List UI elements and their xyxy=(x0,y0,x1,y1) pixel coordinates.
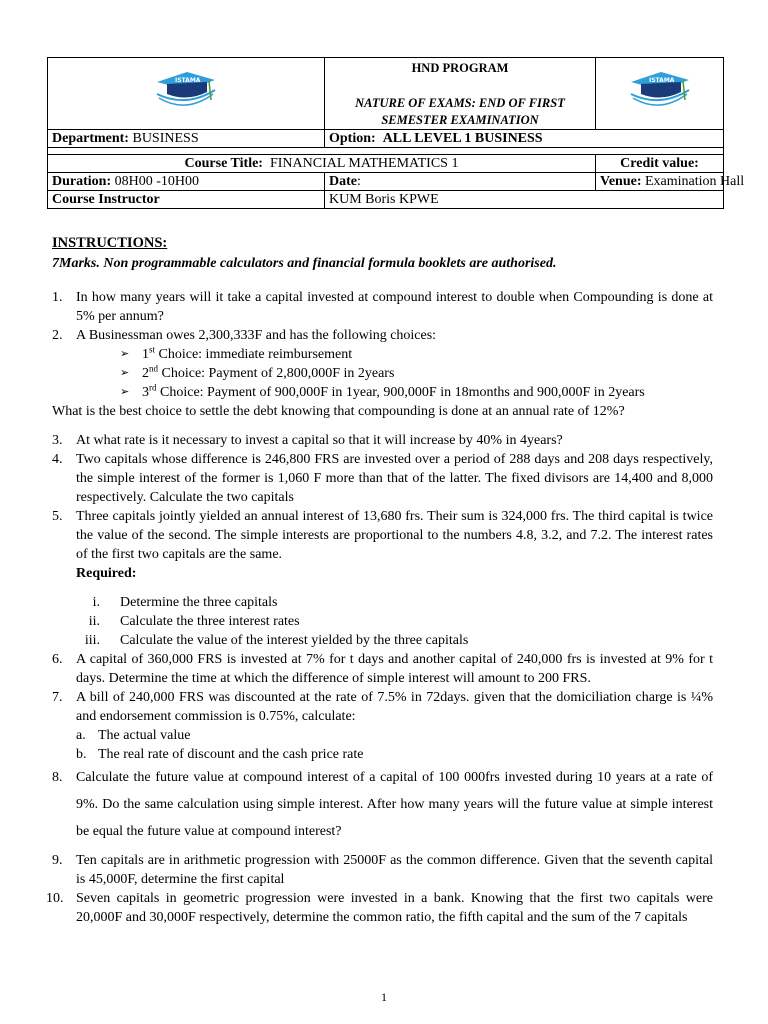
arrow-bullet-icon: ➢ xyxy=(120,367,130,379)
venue-label: Venue: xyxy=(600,174,642,189)
date-colon: : xyxy=(357,174,361,189)
credit-label: Credit value: xyxy=(620,156,699,171)
question-6: 6. A capital of 360,000 FRS is invested at 7% for t days and another capital of 240,000 frs is invested at 9% for t days. Determine the time at which the difference of simple interest will amount to 200 FRS. xyxy=(52,652,713,686)
duration-value: 08H00 -10H00 xyxy=(114,174,200,189)
question-1: 1. In how many years will it take a capital invested at compound interest to double when Compounding is done at 5% per annum? xyxy=(52,290,713,324)
course-title-cell xyxy=(48,155,596,173)
right-logo-cell xyxy=(596,58,724,130)
question-5: 5. Three capitals jointly yielded an annual interest of 13,680 frs. Their sum is 324,000 frs. The third capital is twice the value of the second. The simple interests are proportional to the numbers 4.8, 3.2, and 7.2. The interest rates of the first two capitals are the same. xyxy=(52,509,713,562)
q7-part-b: b. The real rate of discount and the cash price rate xyxy=(76,747,364,762)
arrow-bullet-icon: ➢ xyxy=(120,348,130,360)
duration-cell xyxy=(48,173,325,191)
exam-header-table xyxy=(47,57,745,209)
instructor-label: Course Instructor xyxy=(52,192,160,207)
instructor-value-cell xyxy=(325,191,724,209)
option-cell xyxy=(325,130,724,148)
q5-part-ii: ii. Calculate the three interest rates xyxy=(88,614,300,629)
q7-part-a: a. The actual value xyxy=(76,728,191,743)
instructions-text: 7Marks. Non programmable calculators and financial formula booklets are authorised. xyxy=(52,256,557,271)
instructor-label-cell xyxy=(48,191,325,209)
istama-logo-right xyxy=(625,68,695,114)
question-8: 8. Calculate the future value at compound interest of a capital of 100 000frs invested during 10 years at a rate of 9%. Do the same calculation using simple interest. After how many years will the future value at simple interest be equal the future value at compound interest? xyxy=(52,770,713,839)
instructions-block xyxy=(52,234,722,273)
exam-nature-line2: SEMESTER EXAMINATION xyxy=(381,113,539,127)
course-title-value: FINANCIAL MATHEMATICS 1 xyxy=(269,156,459,171)
istama-logo-left xyxy=(151,68,221,114)
question-9: 9. Ten capitals are in arithmetic progression with 25000F as the common difference. Given that the seventh capital is 45,000F, determine the first capital xyxy=(52,853,713,887)
course-title-label: Course Title: xyxy=(184,156,263,171)
choice-1: ➢ 1st Choice: immediate reimbursement xyxy=(120,344,353,362)
choice-2: ➢ 2nd Choice: Payment of 2,800,000F in 2years xyxy=(120,363,395,381)
duration-label: Duration: xyxy=(52,174,112,189)
department-label: Department: xyxy=(52,131,129,146)
left-logo-cell xyxy=(48,58,325,130)
questions-list xyxy=(46,288,713,927)
venue-value: Examination Hall xyxy=(645,174,745,189)
date-cell xyxy=(325,173,596,191)
question-3: 3. At what rate is it necessary to invest a capital so that it will increase by 40% in 4years? xyxy=(52,433,563,448)
question-10: 10. Seven capitals in geometric progression were invested in a bank. Knowing that the first two capitals were 20,000F and 30,000F respectively, determine the common ratio, the fifth capital and the sum of the 7 capitals xyxy=(46,891,713,925)
question-4: 4. Two capitals whose difference is 246,800 FRS are invested over a period of 288 days and 208 days respectively, the simple interest of the former is 1,060 F more than that of the latter. The fixed divisors are 14,400 and 8,000 respectively. Calculate the two capitals xyxy=(52,452,713,505)
question-2: 2. A Businessman owes 2,300,333F and has the following choices: xyxy=(52,328,437,343)
credit-cell xyxy=(596,155,724,173)
choice-3: ➢ 3rd Choice: Payment of 900,000F in 1year, 900,000F in 18months and 900,000F in 2years xyxy=(120,382,645,400)
q5-part-i: i. Determine the three capitals xyxy=(92,595,278,610)
instructor-value: KUM Boris KPWE xyxy=(329,192,439,207)
program-title: HND PROGRAM xyxy=(411,61,509,75)
option-value: ALL LEVEL 1 BUSINESS xyxy=(382,131,543,146)
arrow-bullet-icon: ➢ xyxy=(120,386,130,398)
program-cell xyxy=(325,58,596,130)
required-label: Required: xyxy=(76,566,137,581)
q5-part-iii: iii. Calculate the value of the interest yielded by the three capitals xyxy=(84,633,469,648)
svg-text:ISTAMA: ISTAMA xyxy=(648,77,674,84)
department-value: BUSINESS xyxy=(132,131,199,146)
venue-cell xyxy=(596,173,745,191)
department-cell xyxy=(48,130,325,148)
page-number: 1 xyxy=(381,990,387,1004)
instructions-heading: INSTRUCTIONS: xyxy=(52,235,168,251)
question-2-follow: What is the best choice to settle the debt knowing that compounding is done at an annual rate of 12%? xyxy=(52,404,625,419)
question-7: 7. A bill of 240,000 FRS was discounted at the rate of 7.5% in 72days. given that the domiciliation charge is ¼% and endorsement commission is 0.75%, calculate: xyxy=(52,690,713,724)
option-label: Option: xyxy=(329,131,376,146)
svg-text:ISTAMA: ISTAMA xyxy=(175,77,201,84)
date-label: Date xyxy=(329,174,357,189)
exam-nature-line1: NATURE OF EXAMS: END OF FIRST xyxy=(355,96,565,110)
